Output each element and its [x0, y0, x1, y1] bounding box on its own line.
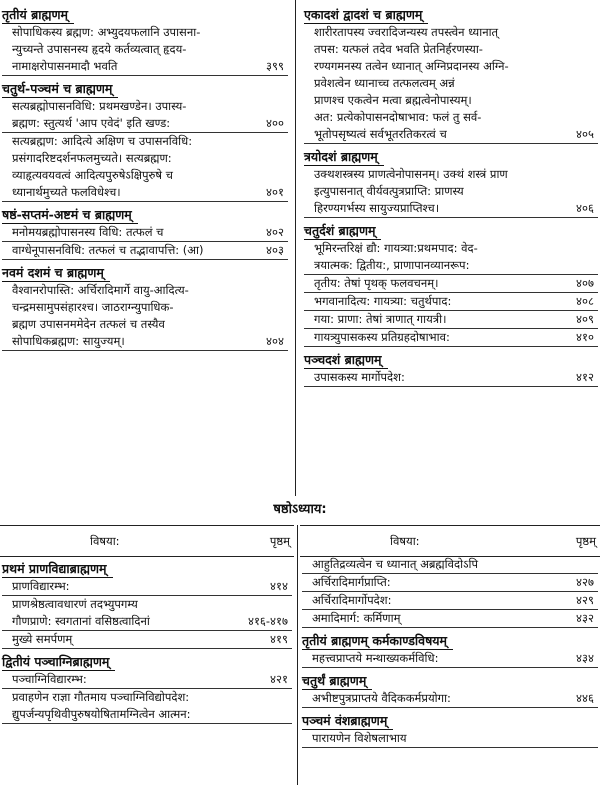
subject-header: विषया: [390, 533, 420, 548]
entry-line: अत: प्रत्येकोपासनदोषाभाव: फलं तु सर्व- [314, 110, 482, 124]
entry-text [2, 671, 244, 688]
entry-line: त्रयात्मक: द्वितीय:, प्राणापानव्यानरूप: [314, 258, 470, 272]
toc-entry [302, 650, 598, 668]
toc-entry [2, 671, 292, 689]
entry-line: गौणप्राणे: स्वगतानां वसिष्ठत्वादिनां [12, 614, 150, 628]
table-header-right [300, 525, 600, 557]
entry-line: ब्रह्मण: स्तुत्यर्थ 'आप एवेदं' इति खण्ड: [12, 116, 171, 130]
page-number: ४३४ [576, 651, 594, 665]
page-number: ४१९ [270, 632, 288, 646]
page-number: ४१० [576, 330, 594, 344]
entry-line: प्रसंगादरिष्टदर्शनफलमुच्यते। सत्यब्रह्मण: [12, 151, 172, 165]
entry-text [2, 596, 244, 630]
page-number: ४०२ [266, 225, 284, 239]
toc-entry [2, 631, 292, 649]
page-number: ३९९ [266, 59, 284, 73]
entry-text [304, 24, 550, 143]
entry-line: प्रवाहणेन राज्ञा गौतमाय पञ्चाग्निविद्योपदेश: [12, 690, 190, 704]
toc-entry [2, 578, 292, 596]
entry-line: उपासकस्य मार्गोपदेश: [314, 370, 405, 384]
entry-line: आहुतिद्रव्यत्वेन च ध्यानात् अब्रह्मविदोऽपि [312, 557, 478, 571]
entry-line: तृतीय: तेषां पृथक् फलवचनम्। [314, 276, 439, 290]
toc-entry [302, 610, 598, 628]
entry-line: पारायणेन विशेषलाभाय [312, 731, 407, 745]
page-number: ४०८ [576, 294, 594, 308]
section-title: प्रथमं प्राणविद्याब्राह्मणम् [2, 560, 113, 578]
page-number: ४१२ [576, 370, 594, 384]
section-title: तृतीयं ब्राह्मणम् [2, 6, 74, 24]
table-header-left [0, 525, 294, 557]
entry-line: महत्त्वप्राप्तये मन्थाख्यकर्मविधि: [312, 651, 439, 665]
toc-entry [2, 24, 288, 76]
page-number: ४०३ [266, 243, 284, 257]
chapter-title: षष्ठोऽध्याय: [273, 502, 327, 517]
toc-section [302, 708, 598, 748]
toc-section [2, 649, 292, 724]
entry-line: रण्यगमनस्य तत्वेन ध्यानात् अग्निप्रदानस्य अग्नि- [314, 59, 509, 73]
page-number: ४०९ [576, 312, 594, 326]
section-title: पञ्चमं वंशब्राह्मणम् [302, 712, 393, 730]
entry-line: द्युपर्जन्यपृथिवीपुरुषयोषितामग्नित्वेन आत्मन: [12, 707, 191, 721]
entry-line: वाग्धेनूपासनविधि: तत्फलं च तद्भावापत्ति: (आ) [12, 243, 204, 257]
entry-text [304, 329, 550, 346]
entry-line: चन्द्रमसामुपसंहारश्च। जाठराग्न्युपाधिक- [12, 300, 174, 314]
toc-section [2, 2, 288, 76]
toc-entry [304, 166, 598, 218]
entry-text [2, 578, 244, 595]
toc-section [2, 260, 288, 351]
entry-line: प्रवेशत्वेन ध्यानाच्च तत्फलत्वम् अन्नं [314, 76, 455, 90]
entry-line: प्राणश्रेष्ठत्वावधारणं तदभ्युपगम्य [12, 597, 138, 611]
section-title: षष्ठं-सप्तमं-अष्टमं च ब्राह्मणम् [2, 206, 138, 224]
entry-line: ध्यानार्थमुच्यते फलविधेश्च। [12, 185, 121, 199]
page-number: ४३२ [576, 611, 594, 625]
entry-line: न्युच्यन्ते उपासनस्य हृदये कर्तव्यत्वात् हृदय- [12, 42, 187, 56]
entry-line: नामाक्षरोपासनमादौ भवति [12, 59, 118, 73]
page-number: ४१४ [270, 579, 288, 593]
page-header: पृष्ठम् [575, 533, 596, 548]
section-title: पञ्चदशं ब्राह्मणम् [304, 351, 388, 369]
section-title: तृतीयं ब्राह्मणम् कर्मकाण्डविषयम् [302, 632, 453, 650]
entry-line: भगवानादित्य: गायत्र्या: चतुर्थपाद: [314, 294, 452, 308]
entry-text [2, 24, 240, 75]
column-divider [295, 0, 296, 496]
toc-entry [302, 592, 598, 610]
entry-text [2, 133, 240, 201]
entry-text [2, 224, 240, 241]
toc-entry [304, 293, 598, 311]
entry-text [2, 282, 240, 350]
toc-section [302, 628, 598, 668]
toc-section [2, 76, 288, 202]
toc-entry [304, 329, 598, 347]
toc-entry [302, 730, 598, 748]
entry-line: अर्चिरादिमार्गोपदेश: [312, 593, 392, 607]
toc-entry [304, 369, 598, 387]
toc-section [2, 202, 288, 260]
entry-line: सोपाधिकस्य ब्रह्मण: अभ्युदयफलानि उपासना- [12, 25, 201, 39]
entry-line: अमादिमार्ग: कर्मिणाम् [312, 611, 401, 625]
page-number: ४०१ [266, 185, 284, 199]
page-header: पृष्ठम् [269, 533, 290, 548]
toc-entry [2, 596, 292, 631]
toc-entry [304, 24, 598, 144]
section-title: चतुर्थ-पञ्चमं च ब्राह्मणम् [2, 80, 118, 98]
subject-header: विषया: [90, 533, 120, 548]
entry-text [302, 730, 550, 747]
entry-text [2, 631, 244, 648]
entry-text [304, 240, 550, 274]
toc-section [304, 218, 598, 347]
page-number: ४१६-४१७ [247, 614, 288, 628]
toc-entry [302, 574, 598, 592]
entry-line: तपस: यत्फलं तदेव भवति प्रेतनिर्हरणस्या- [314, 42, 483, 56]
entry-text [302, 610, 550, 627]
toc-section [302, 556, 598, 628]
entry-text [304, 275, 550, 292]
section-title: द्वितीयं पञ्चाग्निब्राह्मणम् [2, 653, 115, 671]
toc-section [304, 347, 598, 387]
entry-text [304, 369, 550, 386]
page-number: ४०७ [576, 276, 594, 290]
section-title: चतुर्दशं ब्राह्मणम् [304, 222, 381, 240]
entry-line: अर्चिरादिमार्गप्राप्ति: [312, 575, 391, 589]
toc-section [304, 144, 598, 218]
toc-entry [2, 224, 288, 242]
entry-line: पञ्चाग्निविद्यारम्भ: [12, 672, 87, 686]
column-divider [297, 525, 298, 785]
page-number: ४४६ [576, 691, 594, 705]
entry-text [2, 98, 240, 132]
section-title: चतुर्थं ब्राह्मणम् [302, 672, 372, 690]
section-title: त्रयोदशं ब्राह्मणम् [304, 148, 384, 166]
page-number: ४०६ [576, 201, 594, 215]
toc-section [2, 556, 292, 649]
toc-entry [302, 690, 598, 708]
page-number: ४०० [266, 116, 284, 130]
entry-text [2, 689, 244, 723]
entry-text [304, 293, 550, 310]
entry-line: मनोमयब्रह्मोपासनस्य विधि: तत्फलं च [12, 225, 164, 239]
entry-text [304, 166, 550, 217]
entry-line: भूमिरन्तरिक्षं द्यौ: गायत्र्या:प्रथमपाद: वेद- [314, 241, 478, 255]
entry-line: सोपाधिकब्रह्मण: सायुज्यम्। [12, 334, 125, 348]
entry-line: उक्थशस्त्रस्य प्राणत्वेनोपासनम्। उक्थं शस्त्रं प्राण [314, 167, 508, 181]
bottom-right-column [302, 556, 598, 748]
entry-line: भूतोपसृष्यत्वं सर्वभूतरतिकरत्वं च [314, 127, 447, 141]
entry-line: शारीरतापस्य ज्वरादिजन्यस्य तपस्त्वेन ध्यानात् [314, 25, 499, 39]
page-number: ४०५ [576, 127, 594, 141]
entry-line: इत्युपासनात् वीर्यवत्पुत्रप्राप्ति: प्राणस्य [314, 184, 464, 198]
entry-line: गया: प्राणा: तेषां त्राणात् गायत्री। [314, 312, 447, 326]
page-number: ४२९ [576, 593, 594, 607]
bottom-left-column [2, 556, 292, 724]
toc-entry [2, 133, 288, 202]
entry-text [302, 556, 550, 573]
toc-entry [2, 282, 288, 351]
page-number: ४२१ [270, 672, 288, 686]
toc-entry [2, 98, 288, 133]
entry-text [302, 690, 550, 707]
entry-line: प्राणविद्यारम्भ: [12, 579, 70, 593]
section-title: नवमं दशमं च ब्राह्मणम् [2, 264, 110, 282]
toc-entry [304, 240, 598, 275]
entry-line: गायत्र्युपासकस्य प्रतिग्रहदोषाभाव: [314, 330, 450, 344]
entry-text [302, 650, 550, 667]
top-left-column [2, 2, 288, 351]
entry-text [302, 592, 550, 609]
toc-entry [304, 311, 598, 329]
entry-line: मुख्ये समर्पणम् [12, 632, 73, 646]
entry-line: ब्रह्मण उपासनममेदेन तत्फलं च तस्यैव [12, 317, 165, 331]
toc-entry [2, 689, 292, 724]
toc-section [302, 668, 598, 708]
entry-line: सत्यब्रह्मण: आदित्ये अक्षिण च उपासनविधि: [12, 134, 193, 148]
toc-entry [2, 242, 288, 260]
section-title: एकादशं द्वादशं च ब्राह्मणम् [304, 6, 428, 24]
entry-line: प्राणश्च एकत्वेन मत्वा ब्रह्मत्वेनोपास्यम्। [314, 93, 472, 107]
entry-line: अभीष्टपुत्रप्राप्तये वैदिककर्मप्रयोगा: [312, 691, 451, 705]
top-right-column [304, 2, 598, 387]
entry-line: व्याहृत्यवयवत्वं आदित्यपुरुषेऽक्षिपुरुषे च [12, 168, 173, 182]
entry-line: वैश्वानरोपास्ति: अर्चिरादिमार्गे वायु-आदित्य- [12, 283, 189, 297]
page-number: ४२७ [576, 575, 594, 589]
entry-text [2, 242, 240, 259]
entry-line: हिरण्यगर्भस्य सायुज्यप्राप्तिश्च। [314, 201, 440, 215]
toc-entry [304, 275, 598, 293]
entry-line: सत्यब्रह्मोपासनविधि: प्रथमखण्डेन। उपास्य- [12, 99, 187, 113]
page-number: ४०४ [266, 334, 284, 348]
toc-section [304, 2, 598, 144]
entry-text [304, 311, 550, 328]
toc-entry [302, 556, 598, 574]
entry-text [302, 574, 550, 591]
